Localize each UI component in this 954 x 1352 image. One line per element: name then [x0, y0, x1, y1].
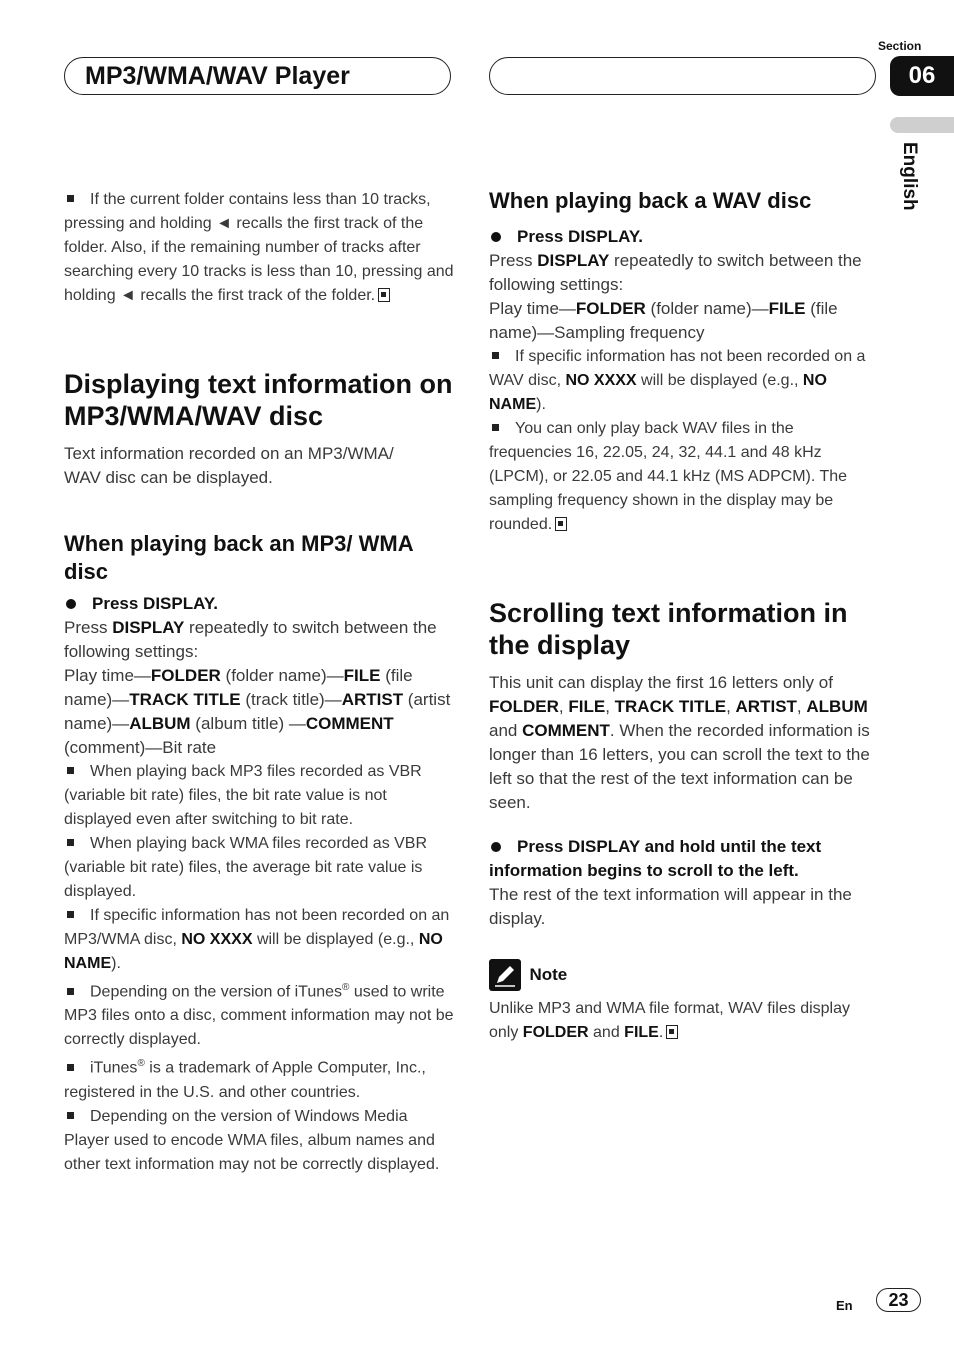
note-square-icon	[67, 1064, 74, 1071]
end-mark-icon	[666, 1025, 678, 1039]
mp3-note-vbr: When playing back MP3 files recorded as VBR (variable bit rate) files, the bit rate value is not displayed even after switching to bit rate.	[64, 763, 422, 828]
display-intro: Text information recorded on an MP3/WMA/ WAV disc can be displayed.	[64, 444, 394, 487]
note-text: Unlike MP3 and WMA file format, WAV files display only FOLDER and FILE.	[489, 1000, 850, 1041]
note-square-icon	[67, 1112, 74, 1119]
header-blank-pill	[489, 57, 876, 95]
note-square-icon	[67, 195, 74, 202]
wav-press-desc: Press DISPLAY repeatedly to switch between the following settings:	[489, 251, 862, 294]
note-square-icon	[67, 767, 74, 774]
note-square-icon	[67, 911, 74, 918]
heading-wav: When playing back a WAV disc	[489, 188, 812, 213]
wav-note-no-info: If specific information has not been recorded on a WAV disc, NO XXXX will be displayed (e.g., NO NAME).	[489, 348, 866, 413]
scroll-result: The rest of the text information will appear in the display.	[489, 885, 852, 928]
mp3-note-itunes-trademark: iTunes® is a trademark of Apple Computer, Inc., registered in the U.S. and other countries.	[64, 1058, 426, 1101]
scroll-description: This unit can display the first 16 letters only of FOLDER, FILE, TRACK TITLE, ARTIST, ALBUM and COMMENT. When the recorded information is longer than 16 letters, you can scroll the text to the left so that the rest of the text information can be seen.	[489, 673, 870, 812]
bullet-icon	[66, 599, 76, 609]
wav-press-display-step: Press DISPLAY.	[489, 225, 879, 249]
heading-displaying-text: Displaying text information on MP3/WMA/WAV disc	[64, 369, 453, 431]
heading-mp3-wma: When playing back an MP3/ WMA disc	[64, 531, 413, 584]
section-label: Section	[878, 39, 922, 53]
mp3-note-wmp: Depending on the version of Windows Media Player used to encode WMA files, album names and other text information may not be correctly displayed.	[64, 1107, 440, 1173]
mp3-note-itunes-version: Depending on the version of iTunes® used to write MP3 files onto a disc, comment information may not be correctly displayed.	[64, 982, 454, 1049]
mp3-note-no-info: If specific information has not been recorded on an MP3/WMA disc, NO XXXX will be displayed (e.g., NO NAME).	[64, 907, 450, 972]
heading-scrolling-text: Scrolling text information in the display	[489, 598, 848, 660]
bullet-icon	[491, 842, 501, 852]
section-number: 06	[890, 56, 954, 96]
mp3-note-wma-vbr: When playing back WMA files recorded as VBR (variable bit rate) files, the average bit rate value is displayed.	[64, 835, 428, 900]
note-block	[489, 959, 879, 991]
left-arrow-icon: ◄	[120, 287, 136, 304]
note-title: Note	[529, 965, 568, 984]
right-column	[489, 187, 879, 1045]
mp3-settings-sequence: Play time—FOLDER (folder name)—FILE (file name)—TRACK TITLE (track title)—ARTIST (artist name)—ALBUM (album title) —COMMENT (comment)—Bit rate	[64, 666, 451, 757]
language-tab-label: English	[899, 142, 920, 211]
page-number: 23	[876, 1288, 921, 1312]
mp3-press-desc: Press DISPLAY repeatedly to switch between the following settings:	[64, 618, 437, 661]
footer-language: En	[836, 1298, 853, 1313]
end-mark-icon	[378, 288, 390, 302]
note-square-icon	[67, 839, 74, 846]
left-column	[64, 188, 454, 1177]
note-square-icon	[492, 424, 499, 431]
left-arrow-icon: ◄	[216, 215, 232, 232]
intro-note: If the current folder contains less than 10 tracks, pressing and holding ◄ recalls the first track of the folder. Also, if the remaining number of tracks after searching every 10 tracks is less than 10, pressing and holding ◄ recalls the first track of the folder.	[64, 191, 454, 304]
mp3-press-display-step: Press DISPLAY.	[64, 592, 454, 616]
page-header-title: MP3/WMA/WAV Player	[85, 62, 350, 90]
pencil-note-icon	[489, 959, 521, 991]
note-square-icon	[67, 988, 74, 995]
end-mark-icon	[555, 517, 567, 531]
wav-note-frequencies: You can only play back WAV files in the frequencies 16, 22.05, 24, 32, 44.1 and 48 kHz (LPCM), or 22.05 and 44.1 kHz (MS ADPCM). The sampling frequency shown in the display may be rounded.	[489, 420, 848, 533]
wav-settings-sequence: Play time—FOLDER (folder name)—FILE (file name)—Sampling frequency	[489, 299, 838, 342]
bullet-icon	[491, 232, 501, 242]
note-square-icon	[492, 352, 499, 359]
header-title-pill	[64, 57, 451, 95]
language-tab-marker	[890, 117, 954, 133]
scroll-press-hold-step: Press DISPLAY and hold until the text information begins to scroll to the left.	[489, 837, 822, 880]
